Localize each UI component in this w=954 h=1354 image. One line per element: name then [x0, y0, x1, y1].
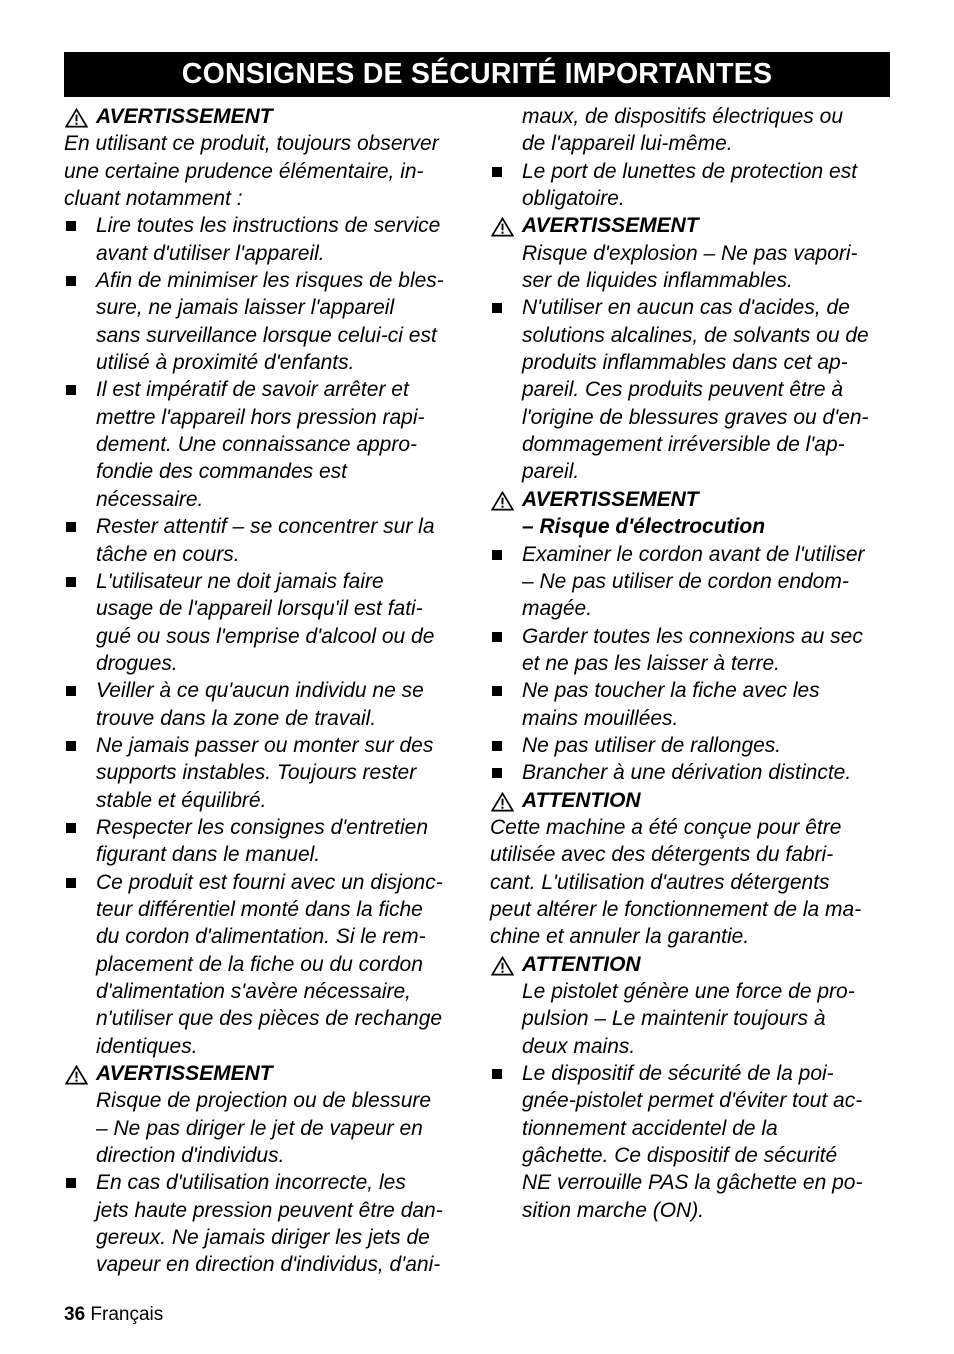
list-item — [64, 376, 469, 513]
text-line: figurant dans le manuel. — [96, 843, 321, 867]
text-line: Cette machine a été conçue pour être — [490, 815, 842, 839]
page-title: CONSIGNES DE SÉCURITÉ IMPORTANTES — [64, 52, 890, 97]
text-line: mains mouillées. — [522, 706, 679, 730]
page-footer — [64, 1302, 163, 1328]
warning-title: AVERTISSEMENT — [522, 487, 699, 511]
text-line: fondie des commandes est — [96, 460, 347, 484]
square-bullet-icon — [492, 303, 502, 313]
square-bullet-icon — [66, 385, 76, 395]
text-line: Ne jamais passer ou monter sur des — [96, 733, 434, 757]
text-line: Brancher à une dérivation distincte. — [522, 761, 852, 785]
warning-block — [490, 486, 890, 513]
list-item — [490, 623, 890, 678]
warning-triangle-icon — [491, 491, 514, 511]
list-item — [490, 541, 890, 623]
square-bullet-icon — [66, 823, 76, 833]
square-bullet-icon — [492, 686, 502, 696]
text-line: deux mains. — [522, 1034, 636, 1058]
text-line: Lire toutes les instructions de service — [96, 214, 441, 238]
text-line: Ne pas utiliser de rallonges. — [522, 733, 782, 757]
text-line: Veiller à ce qu'aucun individu ne se — [96, 679, 424, 703]
text-line: trouve dans la zone de travail. — [96, 706, 377, 730]
text-line: Risque de projection ou de blessure — [96, 1089, 432, 1113]
text-line: mettre l'appareil hors pression rapi- — [96, 405, 425, 429]
text-line: sure, ne jamais laisser l'appareil — [96, 296, 395, 320]
text-line: Il est impératif de savoir arrêter et — [96, 378, 409, 402]
text-line: cluant notamment : — [64, 187, 243, 211]
text-line: Afin de minimiser les risques de bles- — [96, 269, 444, 293]
list-item — [64, 677, 469, 732]
list-item — [64, 212, 469, 267]
text-line: NE verrouille PAS la gâchette en po- — [522, 1171, 863, 1195]
text-line: Examiner le cordon avant de l'utiliser — [522, 542, 865, 566]
text-line: Le port de lunettes de protection est — [522, 159, 858, 183]
text-line: supports instables. Toujours rester — [96, 761, 417, 785]
warning-triangle-icon — [491, 956, 514, 976]
warning-title: AVERTISSEMENT — [522, 214, 699, 238]
text-line: L'utilisateur ne doit jamais faire — [96, 569, 384, 593]
square-bullet-icon — [492, 768, 502, 778]
warning-triangle-icon — [65, 108, 88, 128]
text-line: ser de liquides inflammables. — [522, 269, 793, 293]
square-bullet-icon — [492, 632, 502, 642]
square-bullet-icon — [492, 167, 502, 177]
warning-title: AVERTISSEMENT — [96, 1062, 273, 1086]
text-line: avant d'utiliser l'appareil. — [96, 241, 325, 265]
warning-intro — [64, 130, 469, 212]
text-line: sans surveillance lorsque celui-ci est — [96, 323, 437, 347]
text-line: jets haute pression peuvent être dan- — [96, 1198, 443, 1222]
list-item — [64, 814, 469, 869]
list-item — [490, 1060, 890, 1224]
text-line: usage de l'appareil lorsqu'il est fati- — [96, 597, 423, 621]
text-line: placement de la fiche ou du cordon — [96, 952, 423, 976]
square-bullet-icon — [66, 686, 76, 696]
square-bullet-icon — [66, 741, 76, 751]
square-bullet-icon — [66, 522, 76, 532]
text-line: dommagement irréversible de l'ap- — [522, 433, 845, 457]
attention-body — [490, 814, 890, 951]
list-item — [490, 294, 890, 485]
list-item — [64, 568, 469, 677]
text-line: solutions alcalines, de solvants ou de — [522, 323, 869, 347]
text-line: dement. Une connaissance appro- — [96, 433, 418, 457]
attention-title: ATTENTION — [522, 952, 641, 976]
warning-block — [490, 212, 890, 239]
text-line: tâche en cours. — [96, 542, 240, 566]
warning-block — [64, 103, 469, 130]
text-line: Garder toutes les connexions au sec — [522, 624, 863, 648]
text-line: maux, de dispositifs électriques ou — [522, 105, 843, 128]
list-item — [64, 267, 469, 376]
text-line: cant. L'utilisation d'autres détergents — [490, 870, 830, 894]
list-item — [490, 759, 890, 786]
list-item — [490, 158, 890, 213]
square-bullet-icon — [492, 1069, 502, 1079]
text-line: utilisé à proximité d'enfants. — [96, 351, 355, 375]
list-item — [490, 732, 890, 759]
attention-body — [490, 978, 890, 1060]
text-line: de l'appareil lui-même. — [522, 132, 733, 156]
right-column — [490, 103, 890, 1224]
warning-subtitle: – Risque d'électrocution — [522, 515, 766, 539]
text-line: magée. — [522, 597, 593, 621]
text-line: Rester attentif – se concentrer sur la — [96, 515, 435, 539]
text-line: N'utiliser en aucun cas d'acides, de — [522, 296, 850, 320]
warning-triangle-icon — [491, 217, 514, 237]
text-line: du cordon d'alimentation. Si le rem- — [96, 925, 426, 949]
attention-block — [490, 951, 890, 978]
text-line: utilisée avec des détergents du fabri- — [490, 843, 834, 867]
continued-text — [490, 103, 890, 158]
square-bullet-icon — [66, 1178, 76, 1188]
text-line: Ce produit est fourni avec un disjonc- — [96, 870, 443, 894]
language-label: Français — [90, 1304, 164, 1325]
warning-block — [64, 1060, 469, 1087]
list-item — [490, 677, 890, 732]
square-bullet-icon — [66, 221, 76, 231]
text-line: une certaine prudence élémentaire, in- — [64, 159, 424, 183]
warning-body — [64, 1087, 469, 1169]
text-line: produits inflammables dans cet ap- — [522, 351, 848, 375]
text-line: nécessaire. — [96, 487, 204, 511]
text-line: – Ne pas diriger le jet de vapeur en — [96, 1116, 423, 1140]
text-line: gué ou sous l'emprise d'alcool ou de — [96, 624, 435, 648]
text-line: pulsion – Le maintenir toujours à — [522, 1007, 826, 1031]
text-line: drogues. — [96, 651, 178, 675]
attention-block — [490, 787, 890, 814]
square-bullet-icon — [66, 577, 76, 587]
text-line: En cas d'utilisation incorrecte, les — [96, 1171, 406, 1195]
text-line: vapeur en direction d'individus, d'ani- — [96, 1253, 441, 1277]
list-item — [64, 732, 469, 814]
square-bullet-icon — [66, 276, 76, 286]
text-line: pareil. — [522, 460, 580, 484]
warning-title: AVERTISSEMENT — [96, 105, 273, 128]
text-line: tionnement accidentel de la — [522, 1116, 778, 1140]
text-line: n'utiliser que des pièces de rechange — [96, 1007, 443, 1031]
attention-title: ATTENTION — [522, 788, 641, 812]
text-line: – Ne pas utiliser de cordon endom- — [522, 569, 849, 593]
text-line: stable et équilibré. — [96, 788, 267, 812]
square-bullet-icon — [492, 741, 502, 751]
warning-triangle-icon — [491, 792, 514, 812]
text-line: obligatoire. — [522, 187, 625, 211]
text-line: gâchette. Ce dispositif de sécurité — [522, 1144, 838, 1168]
text-line: teur différentiel monté dans la fiche — [96, 897, 423, 921]
square-bullet-icon — [492, 550, 502, 560]
list-item — [64, 513, 469, 568]
text-line: et ne pas les laisser à terre. — [522, 651, 780, 675]
text-line: identiques. — [96, 1034, 198, 1058]
warning-body — [490, 240, 890, 295]
text-line: l'origine de blessures graves ou d'en- — [522, 405, 869, 429]
text-line: chine et annuler la garantie. — [490, 925, 750, 949]
text-line: d'alimentation s'avère nécessaire, — [96, 980, 412, 1003]
text-line: direction d'individus. — [96, 1144, 285, 1168]
text-line: En utilisant ce produit, toujours observer — [64, 132, 439, 156]
text-line: Respecter les consignes d'entretien — [96, 815, 429, 839]
text-line: Le dispositif de sécurité de la poi- — [522, 1062, 834, 1086]
text-line: gereux. Ne jamais diriger les jets de — [96, 1226, 430, 1250]
warning-triangle-icon — [65, 1065, 88, 1085]
text-line: Risque d'explosion – Ne pas vapori- — [522, 241, 858, 265]
text-line: sition marche (ON). — [522, 1198, 705, 1222]
text-line: pareil. Ces produits peuvent être à — [522, 378, 844, 402]
text-line: peut altérer le fonctionnement de la ma- — [490, 897, 862, 921]
list-item — [64, 1169, 469, 1278]
text-line: gnée-pistolet permet d'éviter tout ac- — [522, 1089, 863, 1113]
warning-body — [490, 513, 890, 540]
page-number: 36 — [64, 1304, 86, 1325]
list-item — [64, 869, 469, 1060]
text-line: Le pistolet génère une force de pro- — [522, 980, 855, 1003]
left-column — [64, 103, 469, 1279]
square-bullet-icon — [66, 878, 76, 888]
text-line: Ne pas toucher la fiche avec les — [522, 679, 820, 703]
